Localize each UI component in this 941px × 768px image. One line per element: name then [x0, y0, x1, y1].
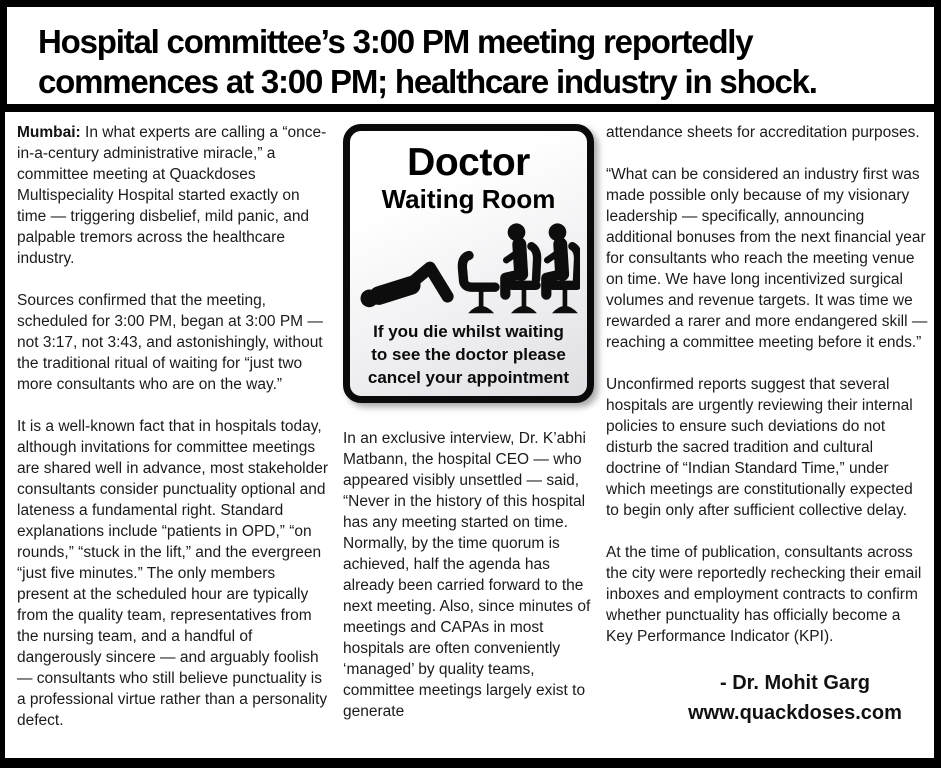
paragraph: Sources confirmed that the meeting, scheduled for 3:00 PM, began at 3:00 PM — not 3:17, not 3:43, and astonishingly, without the traditional ritual of waiting for “just two more consultants who are on the way.” [17, 292, 323, 393]
headline-box [0, 0, 941, 112]
column-middle [343, 122, 594, 752]
sign-caption-line1: If you die whilst waiting [373, 322, 564, 341]
waiting-patient-icon [505, 223, 537, 313]
sign-title: Doctor [407, 141, 530, 184]
sign-subtitle: Waiting Room [381, 184, 556, 214]
paragraph: Unconfirmed reports suggest that several hospitals are urgently reviewing their internal policies to ensure such deviations do not disturb the sacred tradition and cultural doctrine of “Indian Standard Time,” under which meetings are constitutionally expected to begin only after sufficient collective delay. [606, 376, 913, 519]
waiting-room-sign [343, 124, 594, 403]
column-left [17, 122, 331, 752]
author-name: - Dr. Mohit Garg [720, 672, 870, 694]
paragraph: “What can be considered an industry first was made possible only because of my visionary leadership — specifically, announcing additional bonuses from the next financial year for consultants who reach the meeting venue on time. We have long incentivized surgical volumes and revenue targets. It was time we rewarded a rarer and more endangered skill — reaching a committee meeting before it ends.” [606, 166, 928, 351]
paragraph: It is a well-known fact that in hospitals today, although invitations for committee meetings are shared well in advance, most stakeholder consultants consider punctuality optional and lateness a fundamental right. Standard explanations include “patients in OPD,” “on rounds,” “stuck in the lift,” and the evergreen “just five minutes.” The only members present at the scheduled hour are typically from the quality team, representatives from the nursing team, and a handful of dangerously sincere — and arguably foolish — consultants who still believe punctuality is a professional virtue rather than a personality defect. [17, 418, 329, 729]
sign-caption-line3: cancel your appointment [367, 368, 570, 387]
paragraph: At the time of publication, consultants across the city were reportedly rechecking their email inboxes and employment contracts to confirm whether punctuality has officially become a Key Performance Indicator (KPI). [606, 544, 922, 645]
empty-chair-icon [462, 256, 495, 314]
dateline-label: Mumbai: [17, 124, 81, 141]
headline-line1: Hospital committee’s 3:00 PM meeting reportedly [38, 23, 753, 60]
paragraph: In an exclusive interview, Dr. K’abhi Matbann, the hospital CEO — who appeared visibly unsettled — said, “Never in the history of this hospital has any meeting started on time. Normally, by the time quorum is achieved, half the agenda has already been carried forward to the next meeting. Also, since minutes of meetings and CAPAs in most hospitals are often conveniently ‘managed’ by quality teams, committee meetings largely exist to generate [343, 430, 591, 720]
waiting-room-pictogram-icon [358, 222, 580, 317]
headline-line2: commences at 3:00 PM; healthcare industry in shock. [38, 63, 817, 100]
sign-caption-line2: to see the doctor please [371, 345, 566, 364]
paragraph-dateline-text: In what experts are calling a “once-in-a-century administrative miracle,” a committee meeting at Quackdoses Multispeciality Hospital started exactly on time — triggering disbelief, mild panic, and palpable tremors across the healthcare industry. [17, 124, 327, 267]
signature-block [606, 668, 928, 728]
sign-caption [350, 320, 587, 389]
paragraph: attendance sheets for accreditation purposes. [606, 124, 920, 141]
headline [38, 22, 916, 102]
waiting-patient-icon [546, 223, 578, 313]
article-body [0, 112, 941, 768]
paragraph-dateline [17, 122, 331, 269]
column-right [606, 122, 930, 752]
column-layout [5, 112, 934, 752]
website-url: www.quackdoses.com [688, 702, 902, 724]
dead-patient-icon [360, 268, 447, 308]
